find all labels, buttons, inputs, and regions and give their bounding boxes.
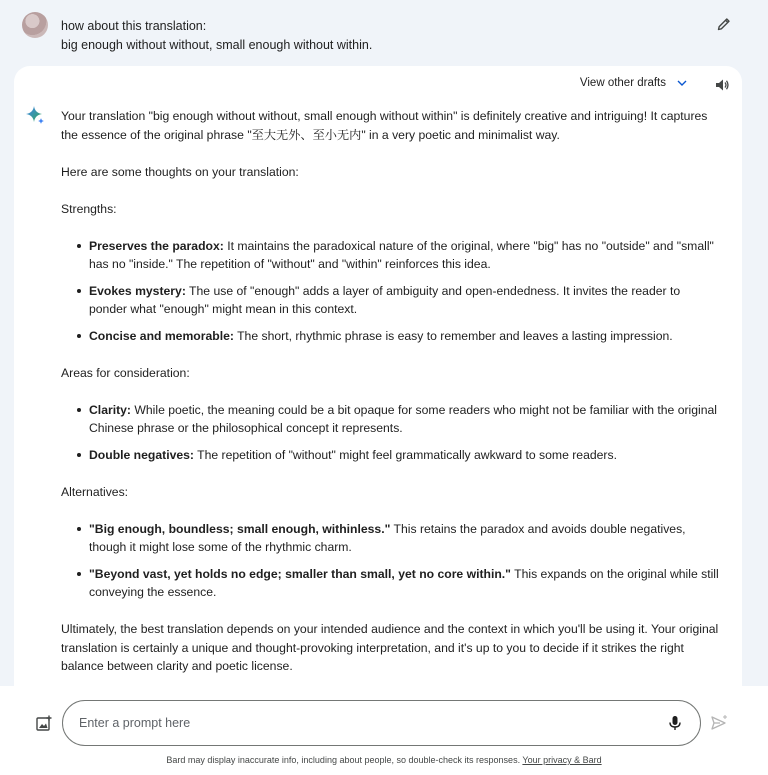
edit-icon[interactable] [716, 16, 732, 32]
intro-paragraph: Your translation "big enough without without, small enough without within" is definitely creative and intriguing! It captures the essence of the original phrase "至大无外、至小无内" in a very poetic and minimalist way. [61, 109, 708, 142]
input-area [0, 686, 768, 775]
response-card [14, 66, 742, 686]
consider-heading: Areas for consideration: [61, 365, 190, 380]
user-prompt [0, 0, 768, 62]
list-item: Evokes mystery: The use of "enough" adds a layer of ambiguity and open-endedness. It invites the reader to ponder what "enough" might mean in this context. [61, 282, 721, 319]
strengths-heading: Strengths: [61, 201, 117, 216]
disclaimer-text: Bard may display inaccurate info, including about people, so double-check its responses. [166, 755, 523, 765]
speaker-icon[interactable] [714, 77, 730, 93]
chevron-down-icon [676, 77, 688, 89]
considerations-list [61, 401, 721, 465]
list-item: Clarity: While poetic, the meaning could be a bit opaque for some readers who might not be familiar with the original Chinese phrase or the philosophical concept it represents. [61, 401, 721, 438]
send-icon[interactable] [710, 714, 728, 732]
privacy-link[interactable]: Your privacy & Bard [522, 755, 602, 765]
strengths-list [61, 237, 721, 346]
thoughts-text: Here are some thoughts on your translation: [61, 164, 299, 179]
microphone-icon[interactable] [666, 714, 684, 732]
conclusion-paragraph: Ultimately, the best translation depends on your intended audience and the context in which you'll be using it. Your original translation is certainly a unique and thought-provoking interpretation, and it's up to you to decide if it strikes the right balance between clarity and poetic license. [61, 622, 719, 673]
response-content [61, 107, 721, 694]
view-drafts-label: View other drafts [579, 77, 666, 89]
user-prompt-text [61, 17, 372, 55]
list-item: Concise and memorable: The short, rhythmic phrase is easy to remember and leaves a lasting impression. [61, 327, 721, 346]
alternatives-list [61, 520, 721, 602]
avatar[interactable] [22, 12, 48, 38]
alternatives-heading: Alternatives: [61, 484, 129, 499]
list-item: Preserves the paradox: It maintains the paradoxical nature of the original, where "big" has no "outside" and "small" has no "inside." The repetition of "without" and "within" reinforces this idea. [61, 237, 721, 274]
list-item: "Big enough, boundless; small enough, withinless." This retains the paradox and avoids double negatives, though it might lose some of the rhythmic charm. [61, 520, 721, 557]
chinese-phrase: 至大无外、至小无内 [251, 127, 362, 142]
disclaimer [0, 755, 768, 765]
prompt-input[interactable] [79, 714, 639, 732]
list-item: Double negatives: The repetition of "without" might feel grammatically awkward to some readers. [61, 446, 721, 465]
user-prompt-line-1: how about this translation: [61, 19, 207, 33]
prompt-box [62, 700, 701, 746]
upload-image-icon[interactable] [35, 714, 53, 732]
bard-sparkle-icon [24, 104, 46, 126]
view-drafts-button[interactable] [580, 77, 688, 89]
user-prompt-line-2: big enough without without, small enough without within. [61, 38, 373, 52]
list-item: "Beyond vast, yet holds no edge; smaller than small, yet no core within." This expands on the original while still conveying the essence. [61, 565, 721, 602]
